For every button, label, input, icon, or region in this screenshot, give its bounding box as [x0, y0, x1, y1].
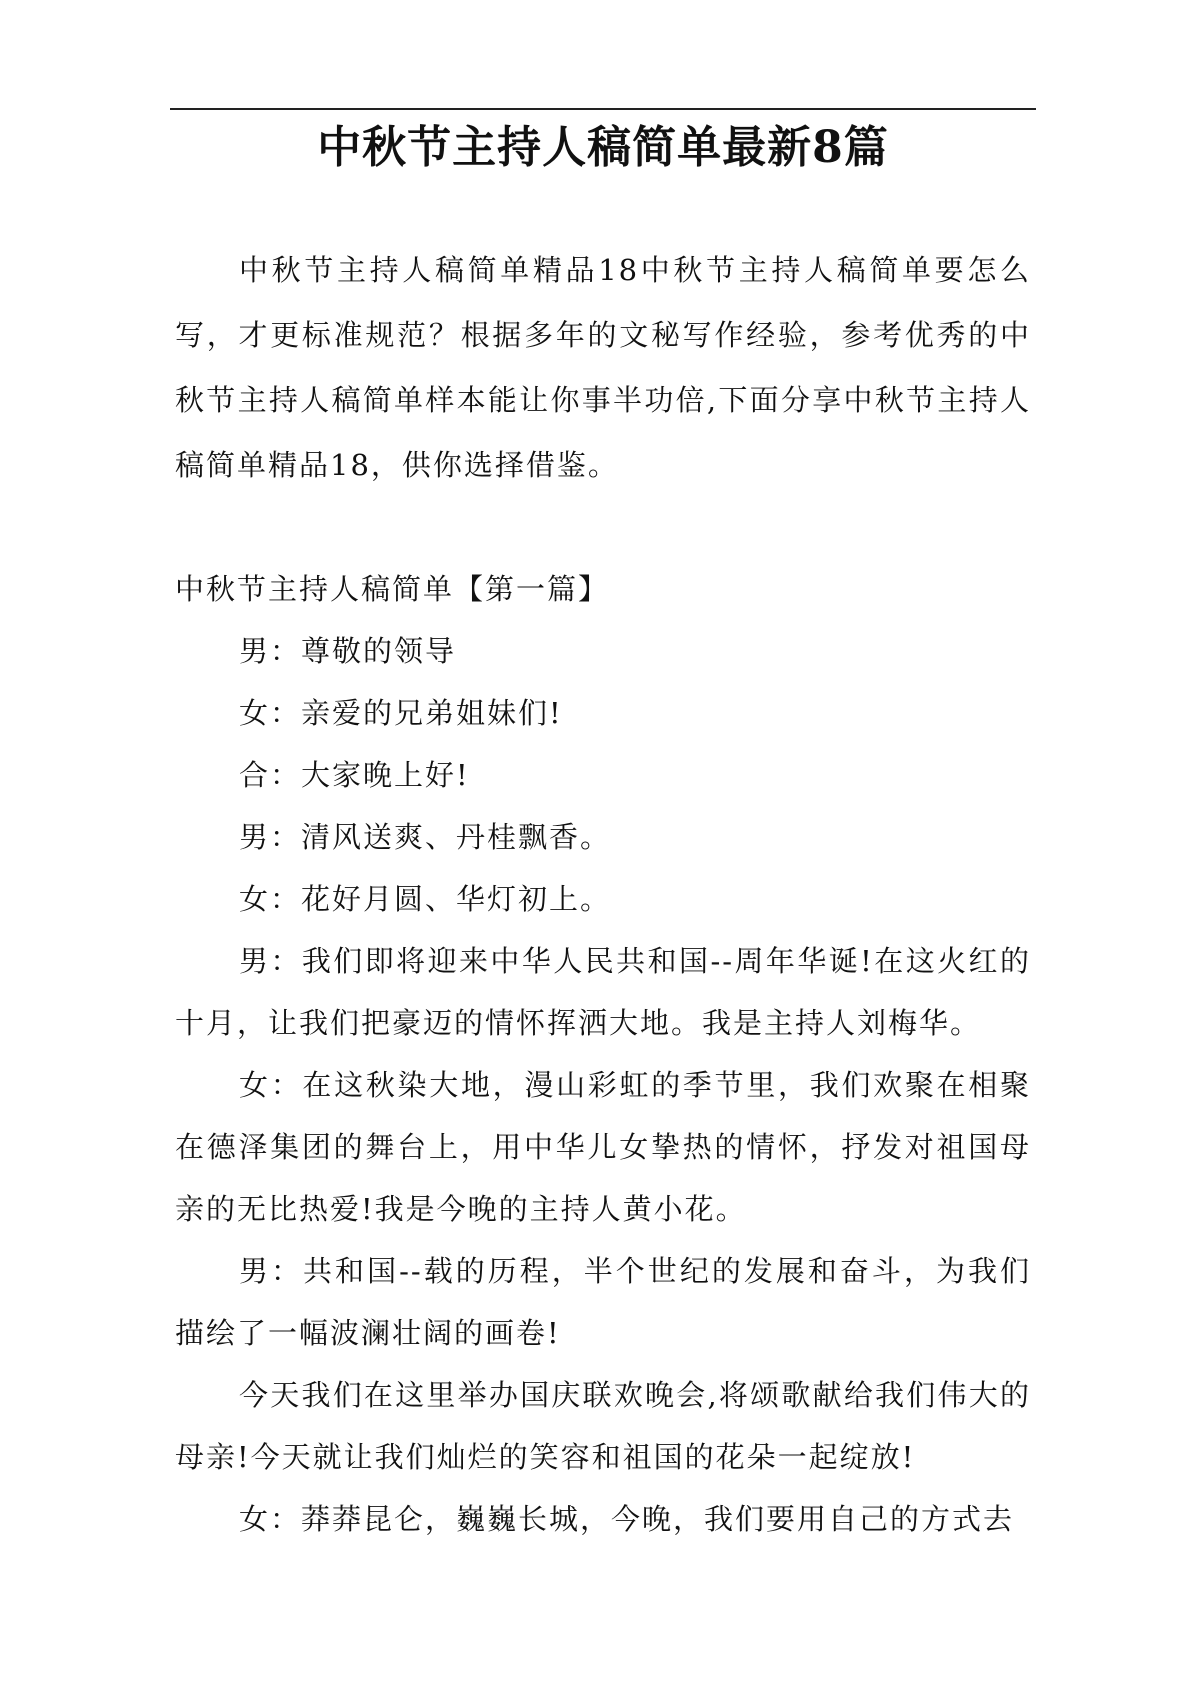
- dialogue-line: 男：尊敬的领导: [239, 634, 457, 668]
- dialogue-line: 女：在这秋染大地，漫山彩虹的季节里，我们欢聚在相聚在德泽集团的舞台上，用中华儿女挚热的情怀，抒发对祖国母亲的无比热爱!我是今晚的主持人黄小花。: [175, 1068, 1031, 1226]
- intro-paragraph: 中秋节主持人稿简单精品18中秋节主持人稿简单要怎么写，才更标准规范？根据多年的文秘写作经验，参考优秀的中秋节主持人稿简单样本能让你事半功倍,下面分享中秋节主持人稿简单精品18，供你选择借鉴。: [175, 253, 1031, 482]
- dialogue-body: [175, 620, 1031, 1550]
- dialogue-line: 男：我们即将迎来中华人民共和国--周年华诞!在这火红的十月，让我们把豪迈的情怀挥洒大地。我是主持人刘梅华。: [175, 944, 1031, 1040]
- dialogue-line: 合：大家晚上好!: [239, 758, 470, 792]
- dialogue-line: 男：共和国--载的历程，半个世纪的发展和奋斗，为我们描绘了一幅波澜壮阔的画卷!: [175, 1254, 1031, 1350]
- dialogue-line: 女：莽莽昆仑，巍巍长城，今晚，我们要用自己的方式去: [239, 1502, 1015, 1536]
- dialogue-line: 今天我们在这里举办国庆联欢晚会,将颂歌献给我们伟大的母亲!今天就让我们灿烂的笑容和祖国的花朵一起绽放!: [175, 1378, 1031, 1474]
- section-heading: 中秋节主持人稿简单【第一篇】: [175, 572, 610, 606]
- header-rule: [170, 108, 1036, 110]
- dialogue-line: 男：清风送爽、丹桂飘香。: [239, 820, 612, 854]
- document-title: 中秋节主持人稿简单最新8篇: [317, 122, 889, 173]
- dialogue-line: 女：花好月圆、华灯初上。: [239, 882, 612, 916]
- dialogue-line: 女：亲爱的兄弟姐妹们!: [239, 696, 563, 730]
